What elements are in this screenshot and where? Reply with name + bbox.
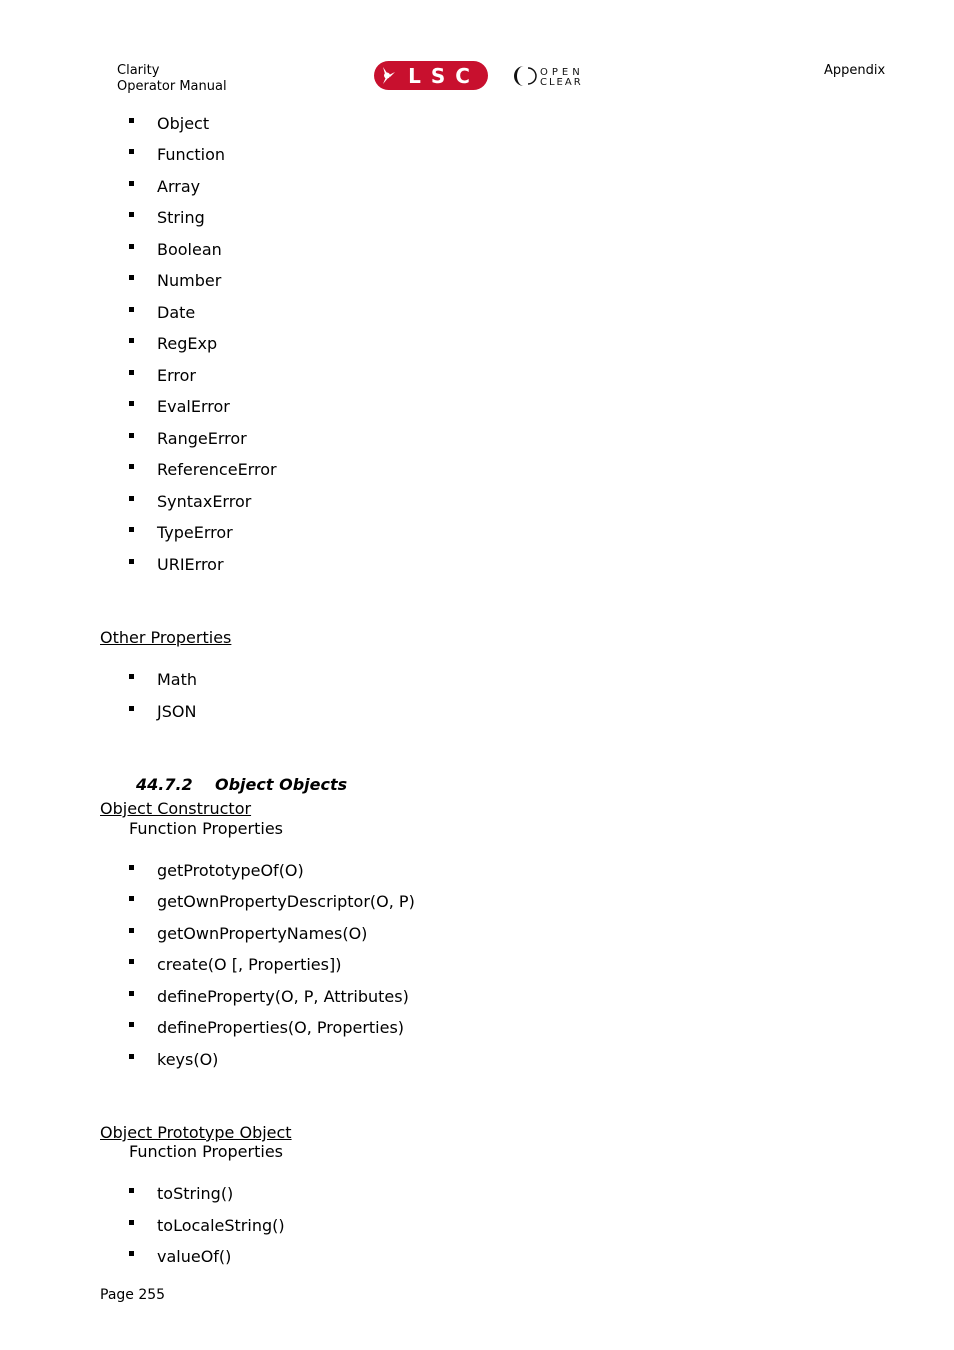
bullet-icon [129, 1220, 134, 1225]
list-item: TypeError [157, 523, 233, 542]
lsc-logo [374, 61, 488, 90]
bullet-icon [129, 181, 134, 186]
section-title: Object Objects [215, 775, 348, 794]
list-item: ReferenceError [157, 460, 277, 479]
list-item: Number [157, 271, 222, 290]
bullet-icon [129, 433, 134, 438]
list-item: create(O [, Properties]) [157, 955, 342, 974]
list-item: Boolean [157, 240, 222, 259]
bullet-icon [129, 865, 134, 870]
list-item: Math [157, 670, 198, 689]
header-product-name: Clarity [117, 63, 160, 78]
list-item: getOwnPropertyNames(O) [157, 924, 368, 943]
object-prototype-heading: Object Prototype Object [100, 1123, 292, 1142]
bullet-icon [129, 1188, 134, 1193]
bullet-icon [129, 706, 134, 711]
list-item: valueOf() [157, 1247, 232, 1266]
list-item: RangeError [157, 429, 247, 448]
bullet-icon [129, 1251, 134, 1256]
bullet-icon [129, 674, 134, 679]
list-item: Array [157, 177, 201, 196]
bullet-icon [129, 1054, 134, 1059]
header-product [117, 63, 227, 95]
list-item: defineProperties(O, Properties) [157, 1018, 405, 1037]
bullet-icon [129, 212, 134, 217]
list-item: Object [157, 114, 210, 133]
bullet-icon [129, 401, 134, 406]
page-number: Page 255 [100, 1287, 166, 1303]
header-section: Appendix [824, 63, 886, 78]
bullet-icon [129, 928, 134, 933]
bullet-icon [129, 275, 134, 280]
list-item: String [157, 208, 205, 227]
list-item: defineProperty(O, P, Attributes) [157, 987, 409, 1006]
bullet-icon [129, 370, 134, 375]
list-item: RegExp [157, 334, 218, 353]
bullet-icon [129, 896, 134, 901]
object-constructor-subheading: Function Properties [129, 819, 283, 838]
bullet-icon [129, 991, 134, 996]
bullet-icon [129, 149, 134, 154]
bullet-icon [129, 1022, 134, 1027]
header-manual-name: Operator Manual [117, 79, 227, 94]
list-item: SyntaxError [157, 492, 252, 511]
list-item: getPrototypeOf(O) [157, 861, 304, 880]
openclear-logo-clear: CLEAR [540, 77, 583, 88]
bullet-icon [129, 307, 134, 312]
lsc-logo-text: LSC [408, 64, 480, 88]
bullet-icon [129, 959, 134, 964]
list-item: Function [157, 145, 226, 164]
list-item: JSON [157, 702, 197, 721]
bullet-icon [129, 559, 134, 564]
object-constructor-heading: Object Constructor [100, 799, 252, 818]
list-item: getOwnPropertyDescriptor(O, P) [157, 892, 415, 911]
list-item: keys(O) [157, 1050, 219, 1069]
list-item: toLocaleString() [157, 1216, 285, 1235]
list-item: Date [157, 303, 196, 322]
bullet-icon [129, 244, 134, 249]
section-number: 44.7.2 [136, 775, 193, 794]
object-prototype-subheading: Function Properties [129, 1142, 283, 1161]
section-heading [136, 775, 347, 795]
list-item: Error [157, 366, 196, 385]
openclear-crescent-icon [514, 66, 524, 86]
openclear-logo-open: OPEN [540, 67, 584, 78]
other-properties-heading: Other Properties [100, 628, 232, 647]
bullet-icon [129, 527, 134, 532]
bullet-icon [129, 464, 134, 469]
bullet-icon [129, 338, 134, 343]
bullet-icon [129, 496, 134, 501]
list-item: EvalError [157, 397, 230, 416]
openclear-logo [510, 64, 608, 88]
list-item: URIError [157, 555, 224, 574]
bullet-icon [129, 118, 134, 123]
list-item: toString() [157, 1184, 234, 1203]
